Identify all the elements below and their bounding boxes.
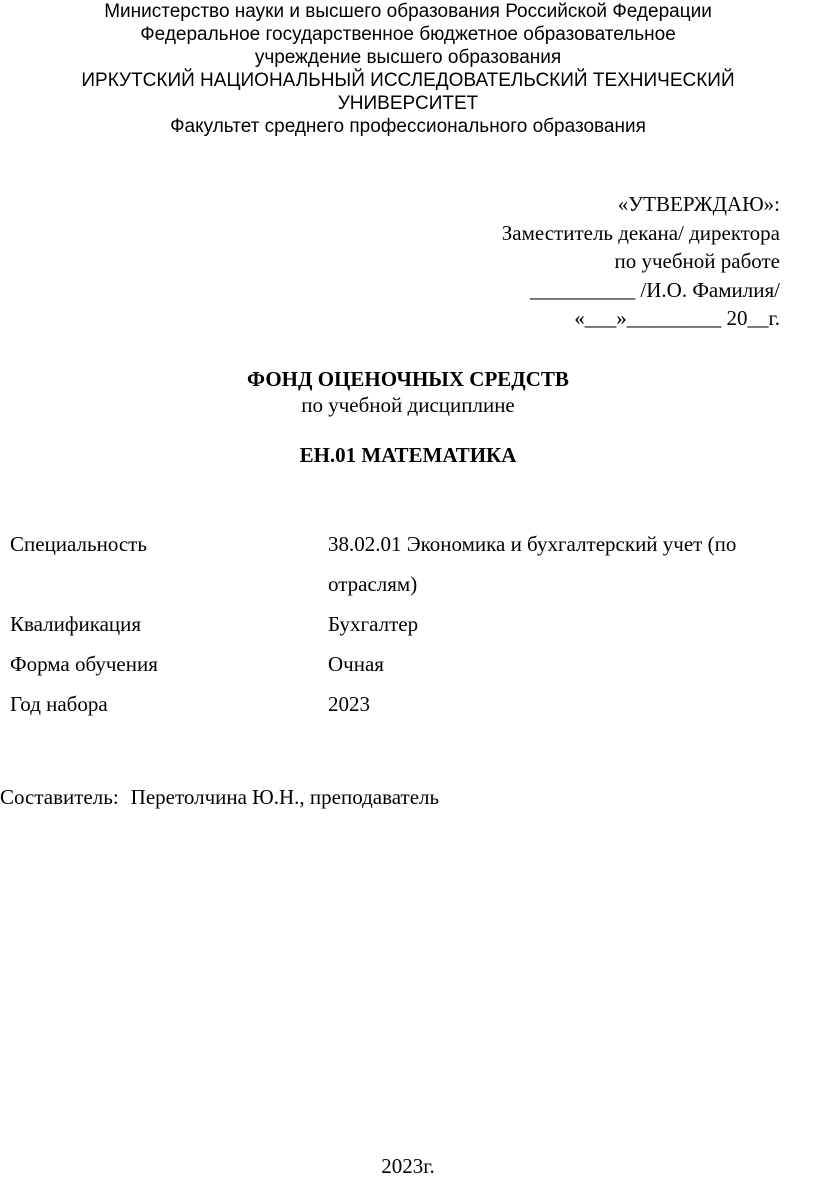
info-value: Очная [328, 652, 384, 676]
info-value: 2023 [328, 692, 370, 716]
info-label: Квалификация [10, 612, 142, 636]
header-line-ministry: Министерство науки и высшего образования Российской Федерации [104, 1, 712, 22]
compiler-label: Составитель: [0, 785, 119, 809]
approval-position: Заместитель декана/ директора [501, 220, 780, 245]
info-value: 38.02.01 Экономика и бухгалтерский учет (по отраслям) [328, 532, 737, 596]
compiler-line [0, 784, 439, 810]
info-label: Форма обучения [10, 652, 158, 676]
approval-signature-line: __________ /И.О. Фамилия/ [530, 277, 780, 302]
compiler-name: Перетолчина Ю.Н., преподаватель [130, 785, 440, 809]
header-line-federal: Федеральное государственное бюджетное образовательное [140, 24, 676, 45]
approval-heading: «УТВЕРЖДАЮ»: [617, 192, 780, 216]
info-row-qualification [10, 604, 798, 644]
approval-position-2: по учебной работе [614, 249, 780, 273]
info-table [10, 524, 798, 724]
approval-date-line: «___»_________ 20__г. [574, 306, 780, 330]
header-line-university: ИРКУТСКИЙ НАЦИОНАЛЬНЫЙ ИССЛЕДОВАТЕЛЬСКИЙ ТЕХНИЧЕСКИЙ [81, 70, 735, 91]
info-label: Специальность [10, 532, 147, 556]
info-row-specialty [10, 524, 798, 604]
approval-block [502, 190, 780, 333]
info-value: Бухгалтер [328, 612, 419, 636]
header-line-university-2: УНИВЕРСИТЕТ [337, 93, 479, 114]
document-subtitle: по учебной дисциплине [301, 393, 515, 417]
info-row-study-form [10, 644, 798, 684]
header-line-institution: учреждение высшего образования [254, 47, 562, 68]
document-year: 2023г. [381, 1154, 435, 1178]
document-title-block [0, 366, 816, 468]
header-line-faculty: Факультет среднего профессионального образования [170, 116, 646, 137]
ministry-header [0, 0, 816, 138]
info-row-enrollment-year [10, 684, 798, 724]
discipline-title: ЕН.01 МАТЕМАТИКА [299, 443, 517, 467]
info-label: Год набора [10, 692, 108, 716]
document-title: ФОНД ОЦЕНОЧНЫХ СРЕДСТВ [247, 367, 569, 391]
